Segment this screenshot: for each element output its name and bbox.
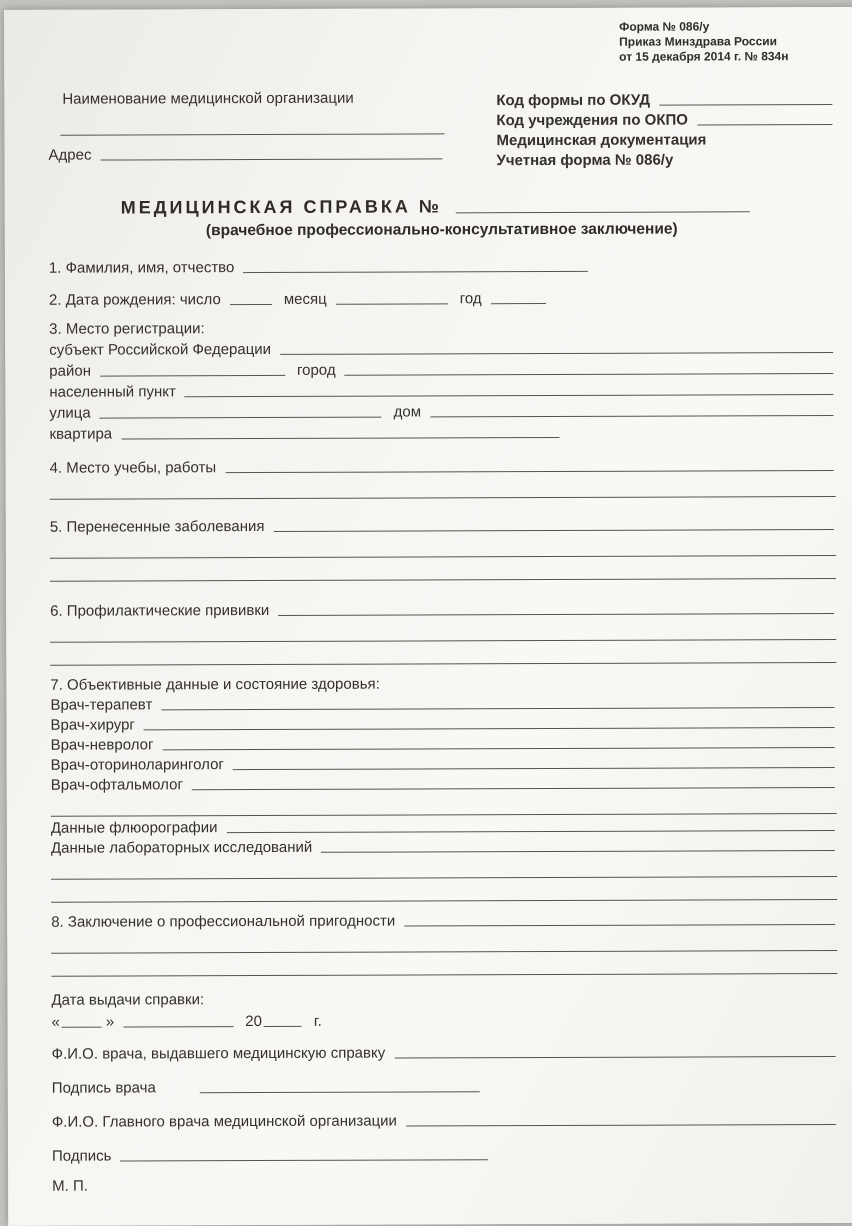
district-label: район [49, 362, 91, 380]
header-columns [48, 88, 834, 171]
doctor-signature-blank-line [200, 1091, 480, 1093]
chief-name-blank-line [406, 1124, 836, 1127]
therapist-label: Врач-терапевт [50, 696, 153, 714]
address-blank-line [100, 158, 442, 160]
apartment-blank-line [121, 437, 559, 440]
doctors-extra-blank-line [51, 791, 837, 817]
field-row-subject [49, 335, 835, 359]
doctor-signature-row [52, 1072, 838, 1097]
okpo-row [496, 108, 834, 129]
lab-tests-label: Данные лабораторных исследований [50, 838, 313, 857]
quote-close: » [105, 1013, 115, 1031]
street-blank-line [100, 417, 382, 419]
title-block [49, 192, 835, 243]
title-row [121, 192, 835, 218]
doctor-name-label: Ф.И.О. врача, выдавшего медицинскую справку [51, 1044, 386, 1063]
field-row-settlement [49, 377, 835, 401]
neurologist-blank-line [162, 747, 834, 750]
chief-signature-label: Подпись [51, 1147, 112, 1165]
issue-month-blank-line [123, 1026, 233, 1027]
vaccinations-blank-line-3 [50, 640, 836, 666]
okpo-label: Код учреждения по ОКПО [496, 111, 688, 130]
field-row-lab-tests [51, 834, 837, 857]
organization-block [48, 89, 444, 170]
diseases-blank-line-3 [50, 556, 836, 582]
birth-year-label: год [459, 290, 482, 308]
chief-name-row [52, 1106, 838, 1131]
okud-row [496, 88, 834, 109]
conclusion-label: 8. Заключение о профессиональной пригодности [51, 912, 396, 931]
organization-name-label: Наименование медицинской организации [62, 89, 354, 108]
vaccinations-blank-line [278, 613, 834, 616]
fluorography-blank-line [227, 830, 835, 833]
house-blank-line [430, 415, 833, 417]
field-row-registration [49, 314, 835, 338]
diseases-blank-line [273, 529, 833, 532]
field-row-apartment [49, 419, 835, 443]
subject-label: субъект Российской Федерации [49, 340, 272, 359]
city-blank-line [345, 373, 834, 376]
issue-day-blank-line [62, 1027, 102, 1028]
lab-tests-blank-line-3 [51, 877, 837, 903]
field-row-objective-data [50, 669, 836, 694]
field-row-therapist [50, 691, 836, 714]
conclusion-blank-line-2 [51, 928, 837, 954]
field-row-district-city [49, 356, 835, 380]
certificate-number-blank-line [456, 211, 750, 213]
registration-label: 3. Место регистрации: [49, 320, 205, 338]
codes-block [496, 88, 834, 169]
conclusion-blank-line [404, 924, 835, 927]
ophthalmologist-blank-line [192, 787, 835, 790]
fluorography-label: Данные флюорографии [50, 819, 218, 837]
full-name-label: 1. Фамилия, имя, отчество [48, 259, 235, 277]
okpo-blank-line [697, 124, 832, 125]
surgeon-blank-line [144, 727, 835, 730]
field-row-conclusion [51, 906, 837, 931]
objective-data-label: 7. Объективные данные и состояние здоровья: [50, 675, 380, 694]
apartment-label: квартира [49, 425, 113, 443]
vaccinations-blank-line-2 [50, 617, 836, 643]
order-label: Приказ Минздрава России [619, 34, 778, 49]
order-date-label: от 15 декабря 2014 г. № 834н [619, 49, 789, 64]
scanned-form-page [4, 7, 852, 1226]
form-number-label: Форма № 086/у [619, 19, 710, 34]
form-content [4, 7, 852, 1195]
birth-day-blank-line [230, 304, 272, 305]
field-row-otolaryngologist [51, 751, 837, 774]
field-row-fluorography [51, 814, 837, 837]
field-row-neurologist [51, 731, 837, 754]
chief-signature-blank-line [120, 1159, 488, 1161]
birth-date-label: 2. Дата рождения: число [48, 291, 221, 309]
form-title: МЕДИЦИНСКАЯ СПРАВКА № [120, 196, 442, 218]
lab-tests-blank-line-2 [51, 854, 837, 880]
organization-name-blank-line [60, 107, 444, 135]
field-row-ophthalmologist [51, 771, 837, 794]
city-label: город [296, 361, 336, 379]
address-row [48, 140, 444, 163]
okud-blank-line [659, 104, 832, 106]
district-blank-line [100, 375, 285, 377]
birth-month-blank-line [336, 303, 448, 304]
field-row-street-house [49, 398, 835, 422]
birth-year-blank-line [491, 303, 546, 304]
therapist-blank-line [161, 707, 834, 710]
street-label: улица [49, 404, 91, 422]
address-label: Адрес [48, 146, 92, 164]
stamp-label: М. П. [52, 1177, 88, 1195]
field-row-full-name [49, 252, 835, 277]
field-row-vaccinations [50, 595, 836, 620]
work-place-blank-line-2 [50, 474, 836, 500]
chief-name-label: Ф.И.О. Главного врача медицинской организации [51, 1112, 397, 1131]
year-prefix: 20 [245, 1013, 262, 1031]
okud-label: Код формы по ОКУД [496, 91, 651, 110]
issue-year-blank-line [264, 1026, 302, 1027]
settlement-label: населенный пункт [49, 383, 176, 401]
diseases-blank-line-2 [50, 533, 836, 559]
lab-tests-blank-line [321, 850, 835, 853]
form-reference-block [619, 19, 852, 65]
vaccinations-label: 6. Профилактические прививки [50, 601, 270, 620]
doctor-signature-label: Подпись врача [51, 1079, 156, 1097]
stamp-row [52, 1172, 838, 1195]
conclusion-blank-line-3 [51, 951, 837, 977]
medical-documentation-label: Медицинская документация [496, 131, 707, 150]
work-place-label: 4. Место учебы, работы [49, 459, 217, 477]
otolaryngologist-blank-line [233, 767, 835, 770]
field-row-diseases [50, 511, 836, 536]
chief-signature-row [52, 1140, 838, 1165]
quote-open: « [51, 1013, 60, 1031]
ophthalmologist-label: Врач-офтальмолог [50, 776, 183, 794]
registration-form-label: Учетная форма № 086/у [496, 151, 674, 170]
diseases-label: 5. Перенесенные заболевания [49, 517, 265, 536]
otolaryngologist-label: Врач-оториноларинголог [50, 756, 224, 774]
issue-date-blank-row [51, 1006, 837, 1031]
neurologist-label: Врач-невролог [50, 736, 154, 754]
surgeon-label: Врач-хирург [50, 716, 135, 734]
field-row-surgeon [50, 711, 836, 734]
issue-date-row [51, 986, 837, 1009]
doctor-name-row [52, 1038, 838, 1063]
house-label: дом [393, 403, 422, 421]
doctor-name-blank-line [394, 1056, 835, 1059]
full-name-blank-line [243, 271, 588, 273]
work-place-blank-line [225, 470, 833, 473]
field-row-work-place [50, 452, 836, 477]
field-row-birth-date [49, 284, 835, 309]
settlement-blank-line [185, 394, 834, 397]
subject-blank-line [280, 352, 833, 355]
year-suffix: г. [313, 1012, 322, 1030]
issue-date-label: Дата выдачи справки: [51, 991, 205, 1009]
birth-month-label: месяц [283, 290, 327, 308]
form-subtitle: (врачебное профессионально-консультативное заключение) [205, 220, 678, 240]
